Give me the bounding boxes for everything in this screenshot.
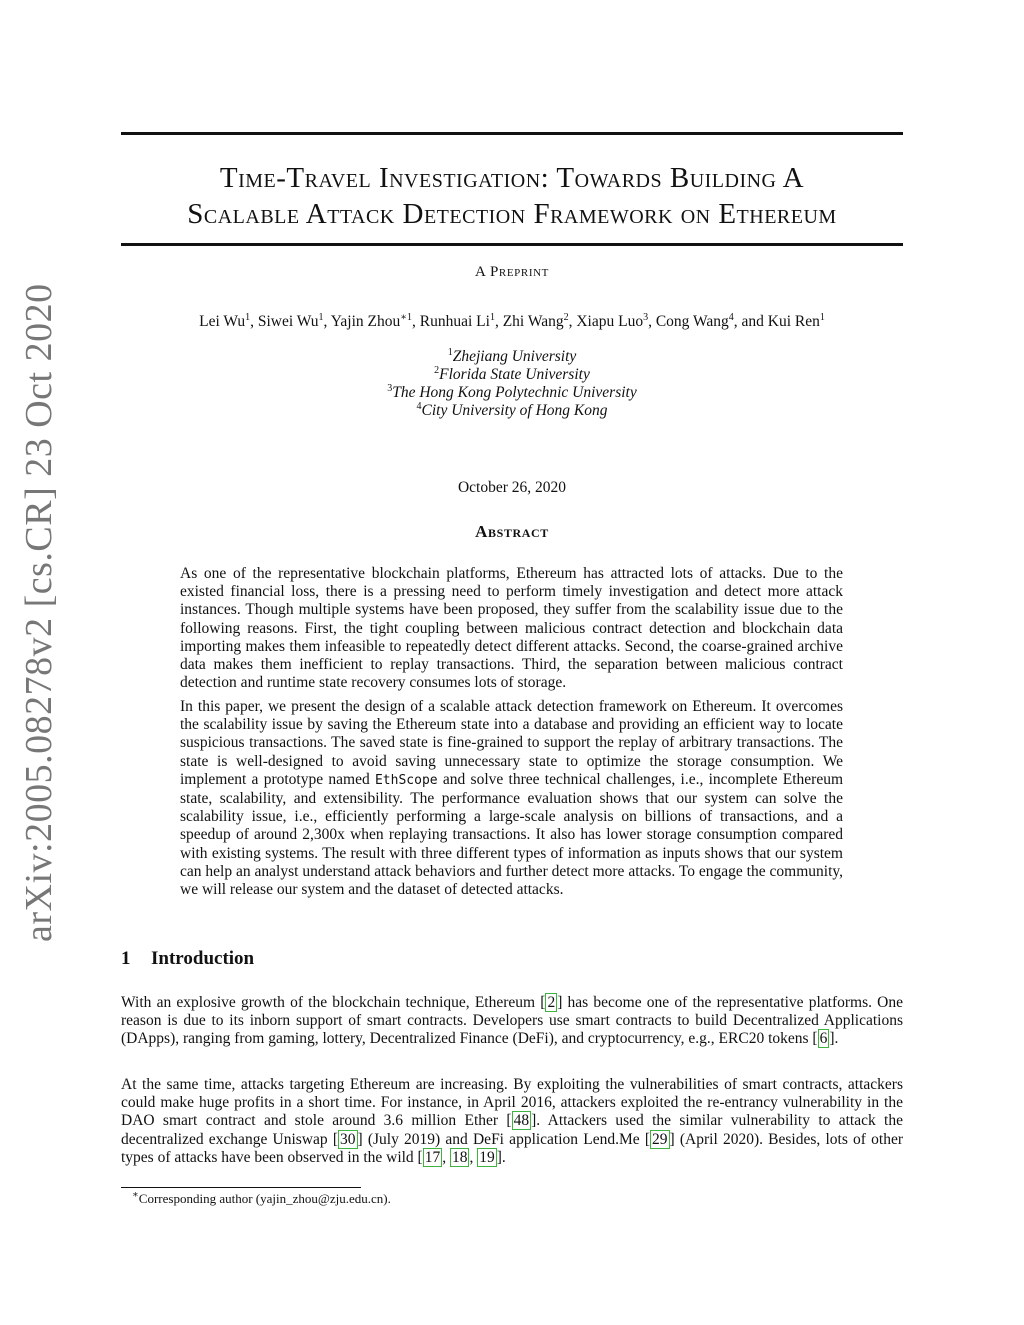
paragraph-text: has become one of the representative platforms. One reason is due to its inborn support of smart contracts. Developers use smart contracts to build Decentralized Applications (DApps), ranging from gaming, lottery, Decentralized Finance (DeFi), and cryptocurrency, e.g., ERC20 tokens	[121, 994, 903, 1048]
author-separator: ,	[250, 313, 258, 330]
preprint-label: A Preprint	[475, 264, 549, 280]
author-separator: ,	[494, 313, 503, 330]
footnote-mark: ∗	[132, 1189, 139, 1201]
author-name: Siwei Wu	[257, 313, 319, 330]
paragraph-text: .	[834, 1030, 839, 1048]
footnote-rule	[121, 1187, 361, 1188]
paragraph-text: (April 2020). Besides, lots of other types of attacks have been observed in the wild [	[121, 1130, 904, 1166]
author-name: Xiapu Luo	[576, 313, 644, 330]
paper-date: October 26, 2020	[457, 479, 567, 496]
affiliation-mark: 4	[416, 400, 422, 412]
author-list	[121, 313, 903, 331]
title-rule-top	[121, 132, 903, 135]
author-separator: ,	[323, 313, 331, 330]
abstract-p2-text-before: In this paper, we present the design of a scalable attack detection framework on Ethereum. It overcomes the scalability issue by saving the Ethereum state into a database and providing an efficient way to locate suspicious transactions. The saved state is fine-grained to support the replay of arbitrary transactions. The state is well-designed to avoid saving unnecessary state to optimize the storage consumption. We implement a prototype named	[180, 698, 843, 788]
affiliation-mark: 2	[434, 364, 440, 376]
footnote-text: Corresponding author (yajin_zhou@zju.edu.cn).	[138, 1191, 391, 1206]
author-separator: ,	[412, 313, 420, 330]
author-affiliation-mark: 2	[563, 311, 569, 323]
citation-link[interactable]: 29	[652, 1130, 668, 1148]
arxiv-side-stamp: arXiv:2005.08278v2 [cs.CR] 23 Oct 2020	[18, 283, 60, 942]
citation-link[interactable]: 30	[340, 1130, 356, 1148]
affiliation-name: City University of Hong Kong	[421, 402, 608, 419]
author-name: Zhi Wang	[502, 313, 564, 330]
citation-bracket: [ 2 ]	[540, 994, 563, 1011]
system-name-code: EthScope	[374, 772, 438, 788]
intro-paragraph-2	[121, 1076, 903, 1167]
citation-link[interactable]: 17	[424, 1148, 441, 1166]
citation-link[interactable]: 48	[513, 1112, 530, 1130]
citation-link[interactable]: 19	[479, 1148, 495, 1166]
author-name: Kui Ren	[767, 313, 820, 330]
citation-bracket: [ 48 ]	[506, 1112, 537, 1130]
author-name: Runhuai Li	[419, 313, 490, 330]
affiliation-line	[121, 402, 903, 420]
author-name: Cong Wang	[655, 313, 729, 330]
abstract-heading: Abstract	[475, 522, 549, 541]
paragraph-text: ,	[469, 1148, 478, 1166]
author-name: Lei Wu	[199, 313, 246, 330]
section-number: 1	[121, 948, 131, 969]
citation-link[interactable]: 2	[547, 994, 556, 1011]
paper-title-line-1: Time-Travel Investigation: Towards Building A	[219, 162, 805, 194]
author-affiliation-mark: ∗1	[400, 311, 413, 323]
affiliation-mark: 1	[447, 346, 453, 358]
title-rule-bottom	[121, 243, 903, 246]
intro-paragraph-1	[121, 994, 903, 1049]
paragraph-text: ,	[442, 1148, 450, 1166]
affiliation-line	[121, 384, 903, 402]
abstract-paragraph-2	[180, 698, 843, 899]
affiliation-name: Florida State University	[439, 366, 590, 383]
author-separator: , and	[733, 313, 768, 330]
affiliation-line	[121, 348, 903, 366]
paragraph-text: With an explosive growth of the blockchain technique, Ethereum	[121, 994, 541, 1011]
paragraph-text: . Attackers used the similar vulnerability to attack the decentralized exchange Uniswap	[121, 1112, 903, 1148]
affiliation-name: Zhejiang University	[452, 348, 577, 365]
section-heading	[121, 948, 254, 970]
author-affiliation-mark: 1	[489, 311, 495, 323]
paragraph-text: ].	[496, 1148, 506, 1166]
paragraph-text: (July 2019) and DeFi application Lend.Me	[362, 1130, 645, 1148]
affiliation-name: The Hong Kong Polytechnic University	[392, 384, 637, 401]
abstract-paragraph-1: As one of the representative blockchain platforms, Ethereum has attracted lots of attacks. Due to the existed financial loss, there is a pressing need to perform timely investigation and detect more attack instances. Though multiple systems have been proposed, they suffer from the scalability issue due to the following reasons. First, the tight coupling between malicious contract detection and blockchain data importing makes them infeasible to repeatedly detect different attacks. Second, the coarse-grained archive data makes them inefficient to replay transactions. Third, the separation between malicious contract detection and runtime state recovery consumes lots of storage.	[180, 565, 843, 692]
paper-title-line-2: Scalable Attack Detection Framework on Ethereum	[187, 198, 837, 230]
section-title: Introduction	[151, 948, 255, 969]
citation-bracket: [ 6 ]	[812, 1030, 835, 1048]
affiliation-line	[121, 366, 903, 384]
author-name: Yajin Zhou	[330, 313, 401, 330]
author-affiliation-mark: 4	[728, 311, 734, 323]
footnote	[132, 1191, 391, 1207]
citation-bracket: [ 29 ]	[644, 1130, 675, 1148]
citation-link[interactable]: 18	[451, 1148, 468, 1166]
affiliation-list	[121, 348, 903, 420]
citation-link[interactable]: 6	[819, 1030, 828, 1048]
abstract-p2-text-after: and solve three technical challenges, i.e., incomplete Ethereum state, scalability, and extensibility. The performance evaluation shows that our system can solve the scalability issue, i.e., efficiently performing a large-scale analysis on billions of transactions, and a speedup of around 2,300x when replaying transactions. It also has lower storage consumption compared with existing systems. The result with three different types of information as inputs shows that our system can help an analyst understand attack behaviors and further detect more attacks. To engage the community, we will release our system and the dataset of detected attacks.	[180, 770, 844, 899]
author-affiliation-mark: 1	[318, 311, 324, 323]
author-affiliation-mark: 3	[643, 311, 649, 323]
author-affiliation-mark: 1	[819, 311, 825, 323]
citation-bracket: [ 30 ]	[332, 1130, 363, 1148]
author-separator: ,	[648, 313, 656, 330]
paragraph-text: At the same time, attacks targeting Ethereum are increasing. By exploiting the vulnerabilities of smart contracts, attackers could make huge profits in a short time. For instance, in April 2016, attackers exploited the re-entrancy vulnerability in the DAO smart contract and stole around 3.6 million Ether	[121, 1076, 903, 1130]
author-separator: ,	[568, 313, 577, 330]
author-affiliation-mark: 1	[245, 311, 251, 323]
affiliation-mark: 3	[387, 382, 393, 394]
